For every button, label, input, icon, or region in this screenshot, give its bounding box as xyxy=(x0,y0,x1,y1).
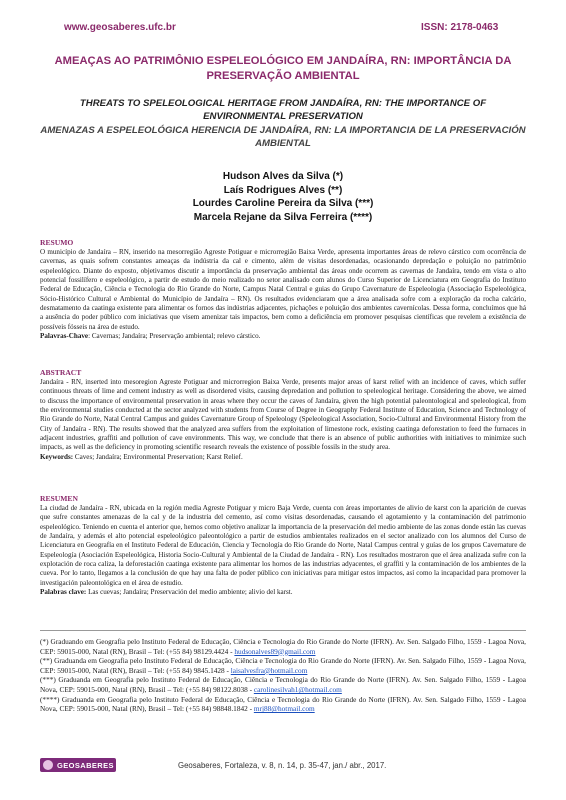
resumen-section xyxy=(40,494,526,597)
resumen-keywords-text: Las cuevas; Jandaíra; Preservación del medio ambiente; alivio del karst. xyxy=(86,588,293,597)
resumo-heading: RESUMO xyxy=(40,238,74,247)
abstract-section xyxy=(40,368,526,462)
globe-icon xyxy=(43,760,53,770)
resumen-keywords-label: Palabras clave: xyxy=(40,588,87,597)
footnote-1-email-link[interactable]: hudsonalves89@gmail.com xyxy=(234,646,316,656)
issn-label: ISSN: 2178-0463 xyxy=(421,22,499,33)
footnote-4-email-link[interactable]: mrj88@hotmail.com xyxy=(253,704,315,714)
footnotes xyxy=(40,637,526,714)
abstract-heading: ABSTRACT xyxy=(40,368,82,377)
title-english: THREATS TO SPELEOLOGICAL HERITAGE FROM JANDAÍRA, RN: THE IMPORTANCE OF ENVIRONMENTAL PRESERVATION xyxy=(79,98,487,122)
footnote-2-text: (**) Graduanda em Geografia pelo Instituto Federal de Educação, Ciência e Tecnologia do Rio Grande do Norte (IFRN). Av. Sen. Salgado Filho, 1559 - Lagoa Nova, CEP: 59015-000, Natal (RN), Brasil – Tel: (+55 84) 9845.1428 - xyxy=(40,656,526,675)
footnote-1 xyxy=(40,637,526,656)
abstract-keywords-label: Keywords: xyxy=(40,452,74,461)
author-2: Laís Rodrigues Alves (**) xyxy=(223,184,343,196)
footnote-4 xyxy=(40,695,526,714)
footnote-3-text: (***) Graduanda em Geografia pelo Instituto Federal de Educação, Ciência e Tecnologia do Rio Grande do Norte (IFRN). Av. Sen. Salgado Filho, 1559 - Lagoa Nova, CEP: 59015-000, Natal (RN), Brasil – Tel: (+55 84) 98122.8038 - xyxy=(40,675,526,694)
abstract-keywords xyxy=(40,453,526,462)
resumo-keywords xyxy=(40,332,526,341)
citation-footer: Geosaberes, Fortaleza, v. 8, n. 14, p. 35-47, jan./ abr., 2017. xyxy=(178,761,387,770)
author-list xyxy=(40,170,526,224)
footnote-2 xyxy=(40,656,526,675)
title-spanish: AMENAZAS A ESPELEOLÓGICA HERENCIA DE JANDAÍRA, RN: LA IMPORTANCIA DE LA PRESERVACIÓN AMBIENTAL xyxy=(40,125,526,149)
resumo-keywords-text: : Cavernas; Jandaíra; Preservação ambiental; relevo cárstico. xyxy=(88,332,261,341)
author-1: Hudson Alves da Silva (*) xyxy=(222,171,344,182)
resumo-keywords-label: Palavras-Chave xyxy=(40,332,89,341)
author-4: Marcela Rejane da Silva Ferreira (****) xyxy=(193,211,373,223)
footnote-3-email-link[interactable]: carolinesilvah1@hotmail.com xyxy=(253,684,342,694)
journal-url[interactable]: www.geosaberes.ufc.br xyxy=(64,22,176,33)
footnote-2-email-link[interactable]: laisalvesfra@hotmail.com xyxy=(230,665,308,675)
footnote-divider xyxy=(40,630,526,631)
title-portuguese: AMEAÇAS AO PATRIMÔNIO ESPELEOLÓGICO EM JANDAÍRA, RN: IMPORTÂNCIA DA PRESERVAÇÃO AMBIENTAL xyxy=(54,55,512,82)
resumen-heading: RESUMEN xyxy=(40,494,78,503)
footnote-3 xyxy=(40,675,526,694)
author-3: Lourdes Caroline Pereira da Silva (***) xyxy=(192,198,374,210)
abstract-keywords-text: Caves; Jandaíra; Environmental Preservation; Karst Relief. xyxy=(73,452,243,461)
footnote-1-text: (*) Graduando em Geografia pelo Instituto Federal de Educação, Ciência e Tecnologia do Rio Grande do Norte (IFRN). Av. Sen. Salgado Filho, 1559 - Lagoa Nova, CEP: 59015-000, Natal (RN), Brasil – Tel: (+55 84) 98129.4424 - xyxy=(40,637,526,656)
footnote-4-text: (****) Graduanda em Geografia pelo Instituto Federal de Educação, Ciência e Tecnologia do Rio Grande do Norte (IFRN). Av. Sen. Salgado Filho, 1559 - Lagoa Nova, CEP: 59015-000, Natal (RN), Brasil – Tel: (+55 84) 98848.1842 - xyxy=(40,694,526,714)
geosaberes-logo xyxy=(40,758,116,772)
resumo-body: O município de Jandaíra – RN, inserido na mesorregião Agreste Potiguar e microrregião Baixa Verde, apresenta importantes áreas de relevo cárstico com ocorrência de cavernas, as quais sofrem constantes ameaças da indústria da cal e cimento, além de visitas desordenadas, ocasionando depredação e poluição no patrimônio espeleológico. Diante do exposto, objetivamos discutir a importância da preservação ambiental das áreas onde ocorrem as cavernas de Jandaíra, tendo em vista o alto potencial fossilífero e espeleológico, a partir de estudo do meio realizado no setor analisado com alunos do Curso Superior de Licenciatura em Geografia do Instituto Federal de Educação, Ciência e Tecnologia do Rio Grande do Norte, Campus Natal Central e guias do Grupo Cavernature de Espeleologia (Associação Espeleológica, Sócio-Histórico Cultural e Ambiental do Município de Jandaíra – RN). Os resultados evidenciaram que a área analisada sofre com a exploração da rocha calcário, desmatamento da caatinga existente para alimentar os fornos das indústrias adjacentes, pichações e poluição dos ambientes cavernícolas. Dessa forma, concluímos que há a ausência do poder público com iniciativas que visem amenizar tais impactos, bem como a deficiência em promover pesquisas científicas que revelem a existência de possíveis fósseis na área de estudo. xyxy=(40,248,526,331)
logo-text: GEOSABERES xyxy=(57,760,114,770)
resumo-section xyxy=(40,238,526,341)
resumen-body: La ciudad de Jandaíra - RN, ubicada en la región media Agreste Potiguar y micro Baja Verde, cuenta con áreas importantes de alivio de karst con la aparición de cuevas que sufre constantes amenazas de la cal y de la industria del cemento, así como visitas desordenadas, causando el agotamiento y la contaminación del patrimonio espeleológico. Teniendo en cuenta el anterior que, hemos como objetivo analizar la importancia de la preservación del medio ambiente de las zonas donde están las cuevas de Jandaíra, y además el alto potencial espeleológico paleontológico a partir de estudios ambientales realizados en el sector analizado con los alumnos del Curso de Licenciatura en Geografía en el Instituto Federal de Educación, Ciencia y Tecnología do Rio Grande do Norte, Natal Campus central y guías de los grupos Cavernature de Espeleología (Asociación Espeleológica, Historia Socio-Cultural y Ambiental de la Ciudad de Jandaíra - RN). Los resultados mostraron que el área analizada sufre con la explotación de roca caliza, la deforestación caatinga existente para alimentar los hornos de las industrias adyacentes, el graffiti y la contaminación de los ambientes de la cueva. Por lo tanto, llegamos a la conclusión de que hay una falta de poder público con iniciativas para mitigar estos impactos, así como la incapacidad para promover la investigación paleontológica en el área de estudio. xyxy=(40,504,526,587)
resumen-keywords xyxy=(40,588,526,597)
abstract-body: Jandaíra - RN, inserted into mesoregion Agreste Potiguar and microrregion Baixa Verde, presents major areas of karst relief with an incidence of caves, which suffer continuous threats of lime and cement industry as well as disordered visits, causing depredation and pollution to speleological heritage. Considering the above, we aimed to discuss the importance of environmental preservation in areas where they occur the caves of Jandaíra, given the high potential paleontological and speleological, from the environmental studies conducted at the sector analyzed with students from Course of Degree in Geography Federal Institute of Education, Science and Technology of Rio Grande do Norte, Natal Central Campus and guides Cavernature Group of Speleology (Speleological Association, Socio-Cultural and Environmental History from the City of Jandaíra - RN). The results showed that the analyzed area suffers from the exploitation of limestone rock, existing caatinga deforestation to feed the furnaces in adjacent industries, graffiti and pollution of cave environments. This way, we conclude that there is an absence of public authorities with initiatives to minimize such impacts, as well as the deficiency in promoting scientific research reveals the existence of possible fossils in the study area. xyxy=(40,378,526,452)
